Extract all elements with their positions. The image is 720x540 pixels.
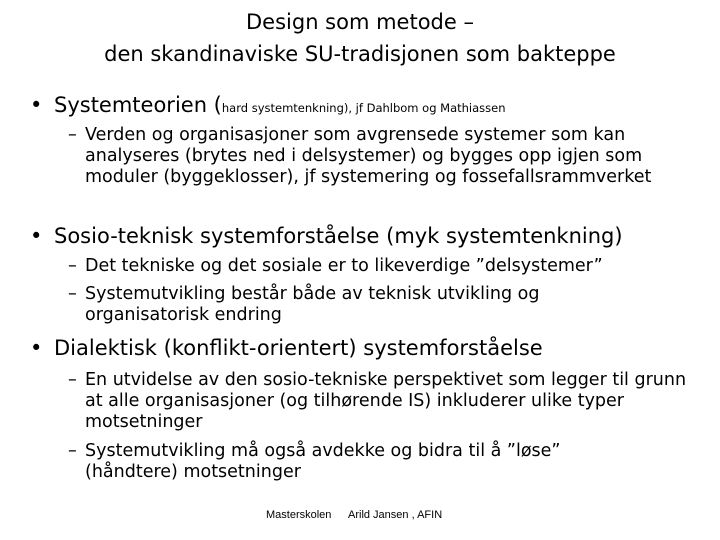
sub-bullet-text: Systemutvikling består både av teknisk utvikling og organisatorisk endring	[85, 284, 540, 325]
title-line-1: Design som metode –	[246, 10, 474, 34]
dash-marker: –	[68, 370, 77, 390]
bullet-systemteorien	[30, 92, 506, 121]
bullet-dot: •	[30, 224, 43, 248]
bullet-main-text: Systemteorien (	[54, 93, 222, 117]
sub-bullet-systemteorien	[68, 125, 708, 188]
bullet-dot: •	[30, 336, 43, 360]
sub-bullet-likeverdige	[68, 256, 688, 277]
bullet-sosio-teknisk	[30, 223, 623, 249]
bullet-dot: •	[30, 93, 43, 117]
sub-bullet-motsetninger	[68, 441, 648, 483]
dash-marker: –	[68, 284, 77, 304]
dash-marker: –	[68, 125, 77, 145]
dash-marker: –	[68, 441, 77, 461]
sub-bullet-text: Verden og organisasjoner som avgrensede systemer som kan analyseres (brytes ned i delsystemer) og bygges opp igjen som moduler (byggeklosser), jf systemering og fossefallsrammverket	[85, 125, 652, 187]
footer-author: Arild Jansen , AFIN	[348, 509, 443, 521]
bullet-small-text: hard systemtenkning), jf Dahlbom og Mathiassen	[221, 101, 506, 115]
slide-title	[0, 6, 720, 70]
title-line-2: den skandinaviske SU-tradisjonen som bakteppe	[104, 42, 616, 66]
sub-bullet-systemutvikling	[68, 284, 628, 326]
footer-school: Masterskolen	[266, 509, 332, 521]
bullet-main-text: Dialektisk (konflikt-orientert) systemforståelse	[54, 336, 543, 360]
sub-bullet-text: En utvidelse av den sosio-tekniske perspektivet som legger til grunn at alle organisasjoner (og tilhørende IS) inkluderer ulike typer motsetninger	[85, 370, 687, 432]
sub-bullet-text: Det tekniske og det sosiale er to likeverdige ”delsystemer”	[85, 256, 603, 276]
bullet-main-text: Sosio-teknisk systemforståelse (myk systemtenkning)	[54, 224, 623, 248]
sub-bullet-text: Systemutvikling må også avdekke og bidra til å ”løse” (håndtere) motsetninger	[85, 441, 561, 482]
dash-marker: –	[68, 256, 77, 276]
bullet-dialektisk	[30, 335, 543, 361]
sub-bullet-utvidelse	[68, 370, 708, 433]
